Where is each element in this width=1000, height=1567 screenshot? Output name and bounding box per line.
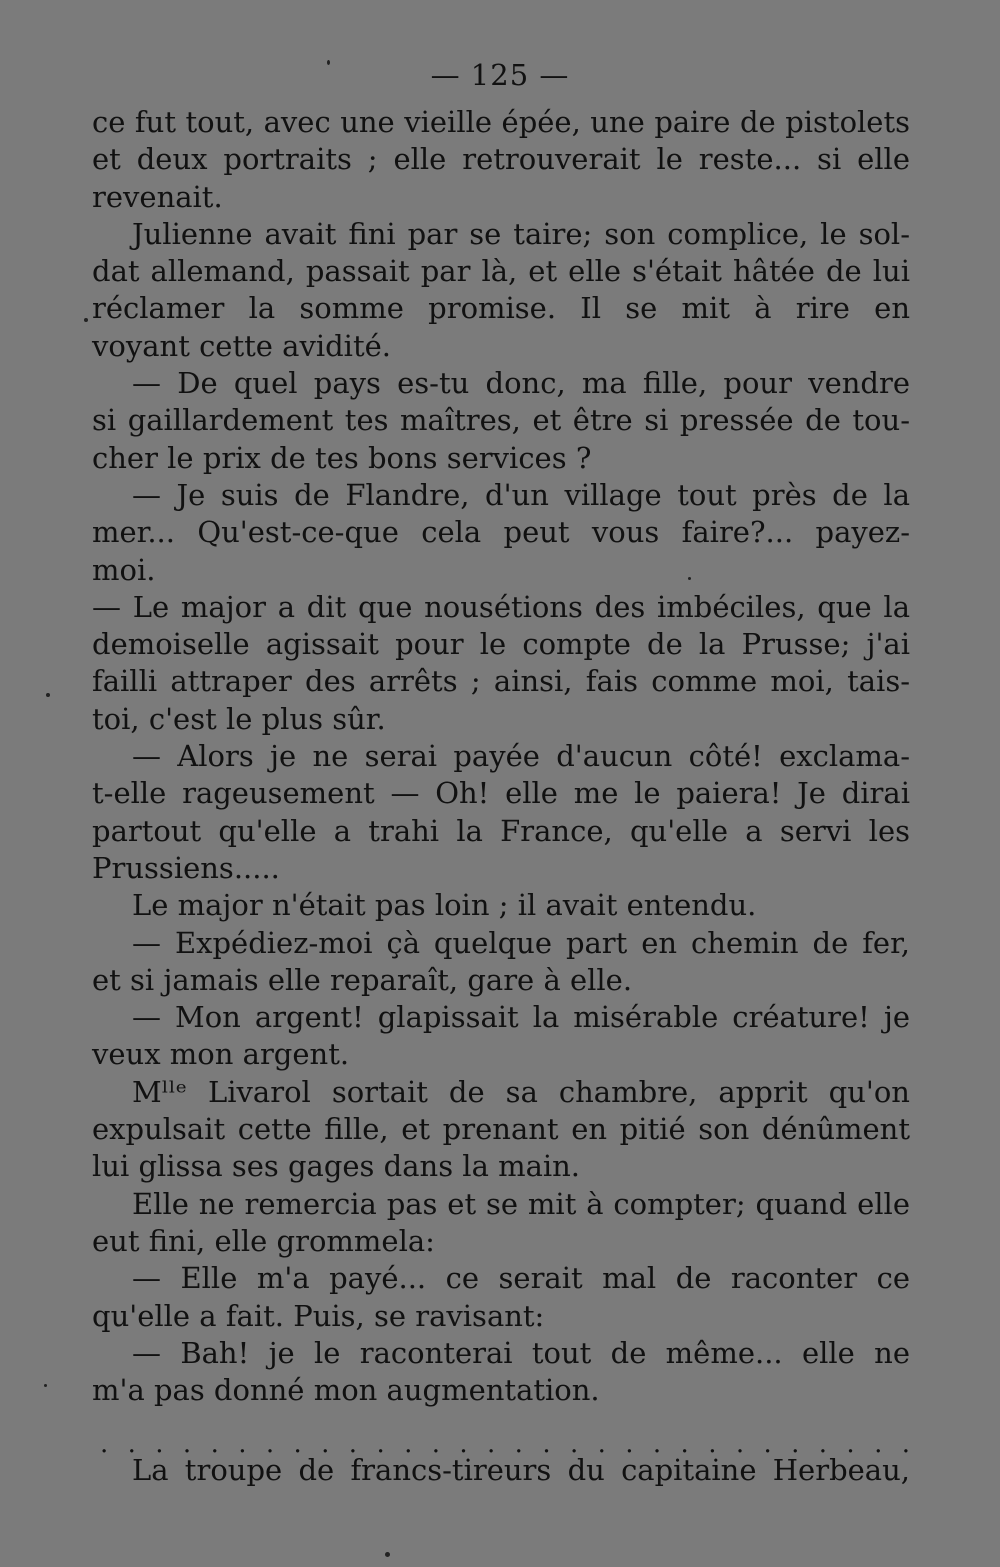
body-text — [92, 104, 910, 1409]
text-line: toi, c'est le plus sûr. — [92, 701, 386, 736]
page-number: — 125 — — [430, 58, 570, 92]
text-line: veux mon argent. — [92, 1037, 350, 1072]
text-line: Elle ne remercia pas et se mit à compter; quand elle — [132, 1186, 910, 1221]
text-line: — Le major a dit que nousétions des imbéciles, que la — [92, 589, 910, 624]
text-line: mer... Qu'est-ce-que cela peut vous faire?... payez- — [92, 515, 910, 550]
text-line: — Elle m'a payé... ce serait mal de raconter ce — [132, 1261, 910, 1296]
text-line: qu'elle a fait. Puis, se ravisant: — [92, 1298, 545, 1333]
text-line: Le major n'était pas loin ; il avait entendu. — [132, 888, 757, 923]
text-line: dat allemand, passait par là, et elle s'était hâtée de lui — [92, 254, 910, 289]
text-line: si gaillardement tes maîtres, et être si pressée de tou- — [92, 403, 910, 438]
text-line: Prussiens..... — [92, 850, 280, 885]
text-line: lui glissa ses gages dans la main. — [92, 1149, 581, 1184]
print-speck — [44, 1384, 47, 1387]
text-line: et si jamais elle reparaît, gare à elle. — [92, 962, 633, 997]
text-line: — Mon argent! glapissait la misérable créature! je — [132, 1000, 910, 1035]
text-line: expulsait cette fille, et prenant en pitié son dénûment — [92, 1112, 910, 1147]
print-speck — [84, 318, 88, 322]
text-line: demoiselle agissait pour le compte de la Prusse; j'ai — [92, 627, 910, 662]
text-line: revenait. — [92, 179, 223, 214]
text-line: Mˡˡᵉ Livarol sortait de sa chambre, apprit qu'on — [132, 1074, 910, 1109]
text-line: et deux portraits ; elle retrouverait le reste... si elle — [92, 142, 910, 177]
text-line: eut fini, elle grommela: — [92, 1223, 435, 1258]
text-line: — Je suis de Flandre, d'un village tout près de la — [132, 477, 910, 512]
text-line: partout qu'elle a trahi la France, qu'elle a servi les — [92, 813, 910, 848]
text-line: failli attraper des arrêts ; ainsi, fais comme moi, tais- — [92, 664, 910, 699]
text-line: voyant cette avidité. — [92, 328, 391, 363]
print-speck — [46, 693, 50, 697]
text-line: moi. — [92, 552, 156, 587]
text-line: t-elle rageusement — Oh! elle me le paiera! Je dirai — [92, 776, 910, 811]
print-speck — [327, 60, 330, 65]
body-text-continuation — [92, 1452, 910, 1489]
text-line: — Expédiez-moi çà quelque part en chemin de fer, — [132, 925, 910, 960]
print-speck — [688, 577, 691, 580]
print-speck — [385, 1552, 390, 1557]
text-line: cher le prix de tes bons services ? — [92, 440, 592, 475]
text-line: — Alors je ne serai payée d'aucun côté! exclama- — [132, 739, 910, 774]
text-line: La troupe de francs-tireurs du capitaine Herbeau, — [132, 1453, 910, 1487]
text-line: ce fut tout, avec une vieille épée, une paire de pistolets — [92, 105, 910, 139]
text-line: m'a pas donné mon augmentation. — [92, 1373, 600, 1408]
text-line: Julienne avait fini par se taire; son complice, le sol- — [132, 216, 910, 251]
text-line: — Bah! je le raconterai tout de même... elle ne — [132, 1335, 910, 1370]
section-separator: . . . . . . . . . . . . . . . . . . . . . . . . . . . . . . — [100, 1429, 910, 1459]
text-line: — De quel pays es-tu donc, ma fille, pour vendre — [132, 366, 910, 401]
text-line: réclamer la somme promise. Il se mit à rire en — [92, 291, 910, 326]
